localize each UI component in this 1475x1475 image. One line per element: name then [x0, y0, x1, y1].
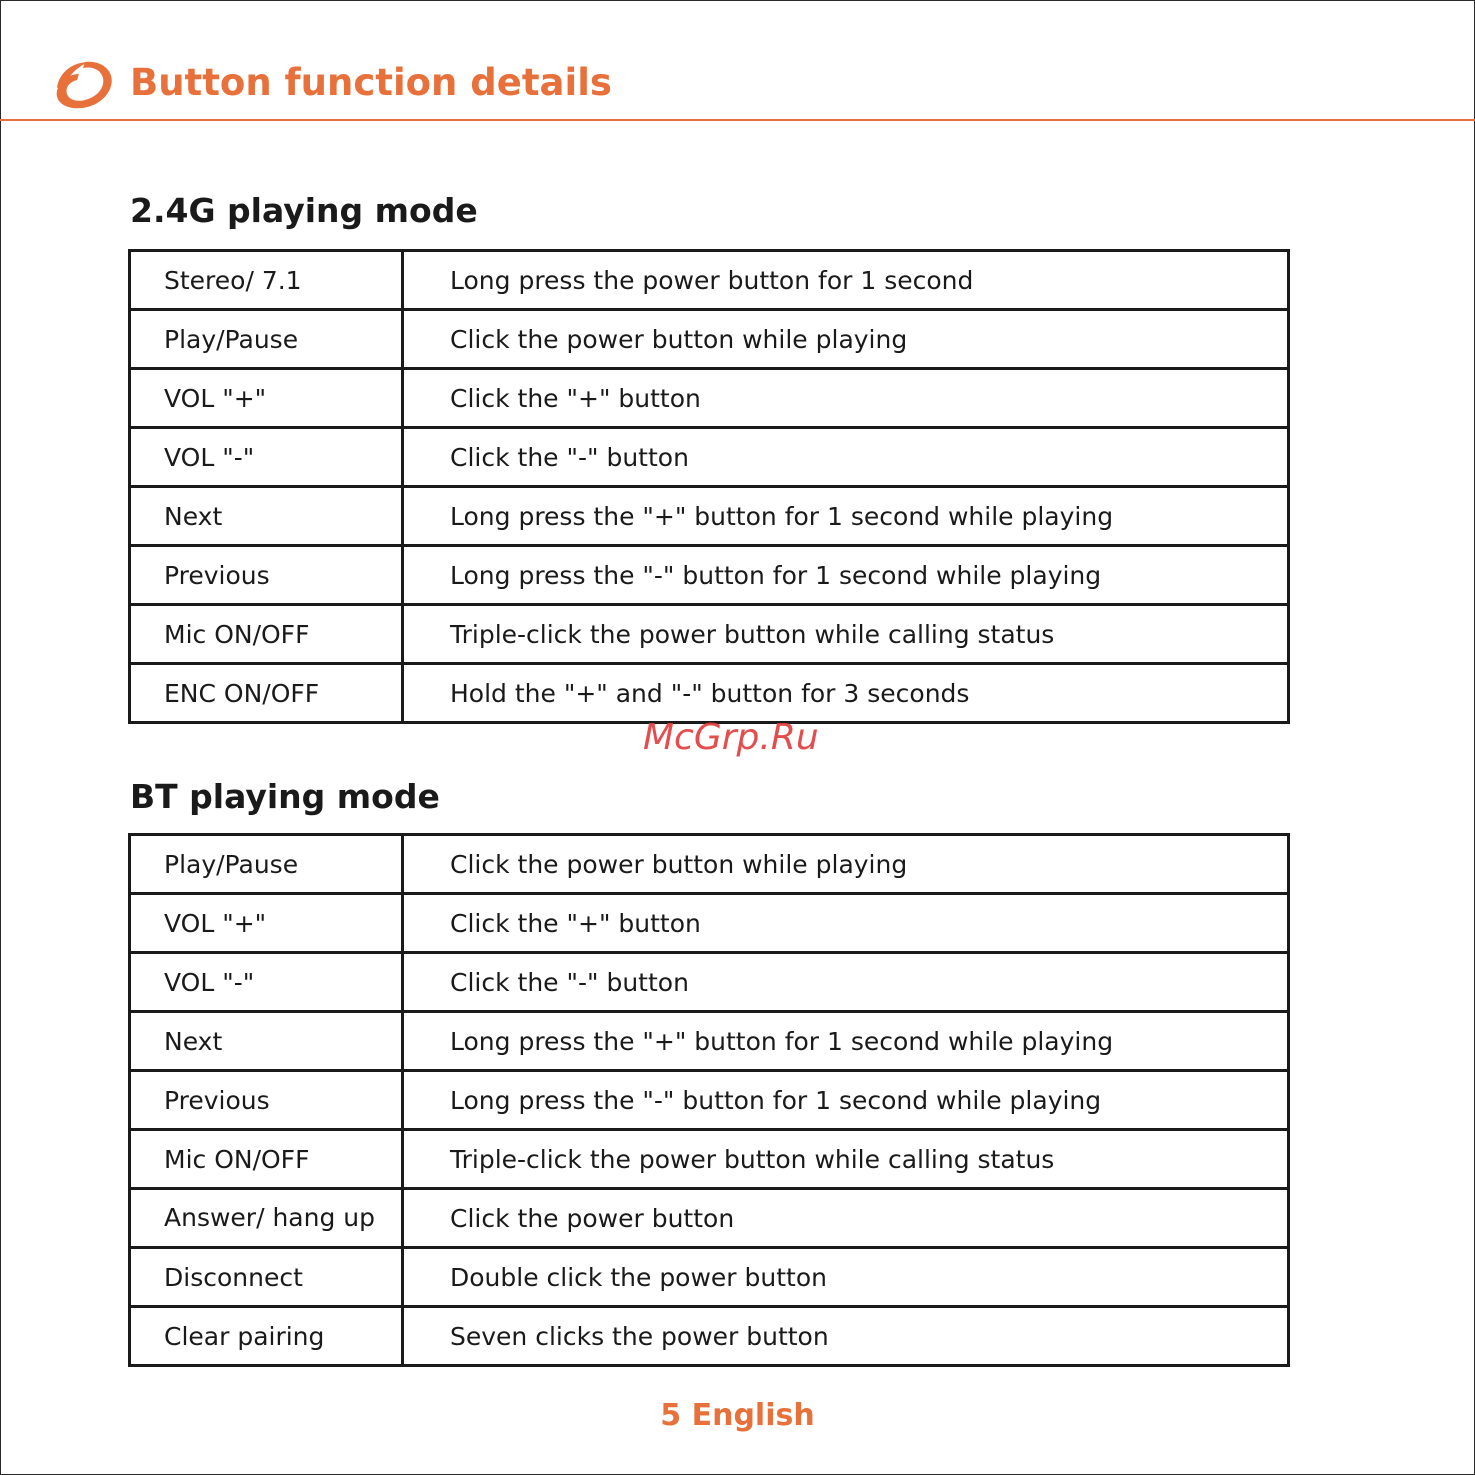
section-title-2-4g: 2.4G playing mode — [130, 191, 478, 230]
function-table-bt — [128, 833, 1290, 1367]
page-footer: 5 English — [660, 1398, 815, 1433]
table-row — [130, 1248, 1289, 1307]
action-cell: Click the "+" button — [403, 369, 1289, 428]
action-cell: Click the "+" button — [403, 894, 1289, 953]
function-cell: VOL "-" — [130, 953, 403, 1012]
table-row — [130, 1130, 1289, 1189]
function-cell: Play/Pause — [130, 310, 403, 369]
table-row — [130, 310, 1289, 369]
action-cell: Click the "-" button — [403, 953, 1289, 1012]
table-row — [130, 487, 1289, 546]
function-table-2-4g — [128, 249, 1290, 724]
action-cell: Click the power button while playing — [403, 310, 1289, 369]
table-row — [130, 369, 1289, 428]
function-cell: Previous — [130, 1071, 403, 1130]
table-row — [130, 546, 1289, 605]
action-cell: Hold the "+" and "-" button for 3 seconds — [403, 664, 1289, 723]
function-cell: VOL "+" — [130, 369, 403, 428]
action-cell: Click the power button — [403, 1189, 1289, 1248]
action-cell: Triple-click the power button while calling status — [403, 1130, 1289, 1189]
function-cell: Mic ON/OFF — [130, 1130, 403, 1189]
table-row — [130, 428, 1289, 487]
table-row — [130, 605, 1289, 664]
table-row — [130, 251, 1289, 310]
function-cell: VOL "-" — [130, 428, 403, 487]
function-cell: Mic ON/OFF — [130, 605, 403, 664]
function-cell: Disconnect — [130, 1248, 403, 1307]
function-cell: ENC ON/OFF — [130, 664, 403, 723]
function-cell: Clear pairing — [130, 1307, 403, 1366]
action-cell: Double click the power button — [403, 1248, 1289, 1307]
section-title-bt: BT playing mode — [130, 777, 440, 816]
function-cell: Stereo/ 7.1 — [130, 251, 403, 310]
action-cell: Long press the "-" button for 1 second while playing — [403, 1071, 1289, 1130]
page-header — [0, 0, 1475, 121]
action-cell: Long press the "-" button for 1 second while playing — [403, 546, 1289, 605]
action-cell: Seven clicks the power button — [403, 1307, 1289, 1366]
function-cell: Previous — [130, 546, 403, 605]
function-cell: VOL "+" — [130, 894, 403, 953]
brand-logo-icon — [55, 58, 115, 110]
action-cell: Long press the "+" button for 1 second while playing — [403, 487, 1289, 546]
action-cell: Click the power button while playing — [403, 835, 1289, 894]
table-row — [130, 835, 1289, 894]
page-title: Button function details — [130, 61, 612, 104]
function-cell: Next — [130, 1012, 403, 1071]
table-row — [130, 894, 1289, 953]
table-row — [130, 1012, 1289, 1071]
table-row — [130, 1307, 1289, 1366]
table-row — [130, 953, 1289, 1012]
action-cell: Click the "-" button — [403, 428, 1289, 487]
action-cell: Long press the "+" button for 1 second while playing — [403, 1012, 1289, 1071]
watermark: McGrp.Ru — [643, 717, 819, 758]
function-cell: Play/Pause — [130, 835, 403, 894]
table-row — [130, 1189, 1289, 1248]
action-cell: Triple-click the power button while calling status — [403, 605, 1289, 664]
table-row — [130, 1071, 1289, 1130]
function-cell: Answer/ hang up — [130, 1189, 403, 1248]
function-cell: Next — [130, 487, 403, 546]
action-cell: Long press the power button for 1 second — [403, 251, 1289, 310]
